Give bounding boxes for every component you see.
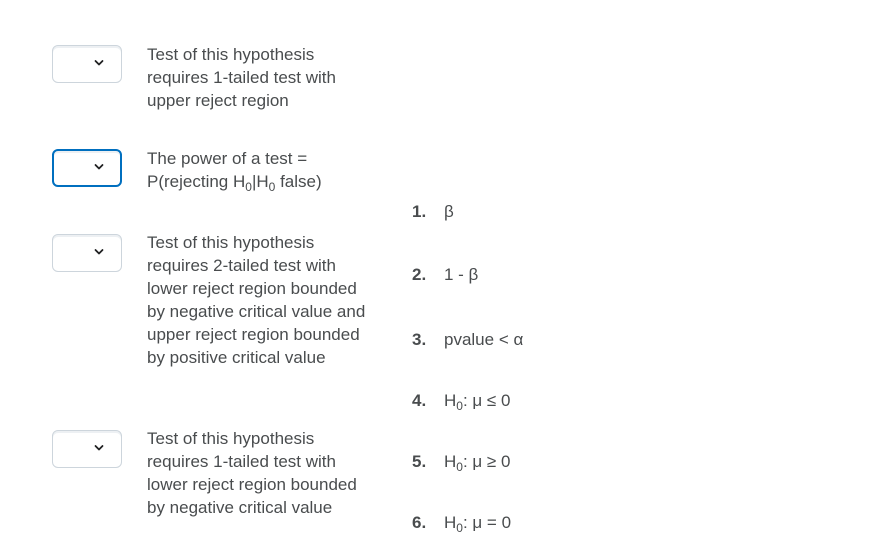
question-text-3: Test of this hypothesis requires 2-tailed test with lower reject region bounded by negative critical value and upper reject region bounded by positive critical value — [147, 233, 366, 367]
answer-text: β — [444, 202, 454, 221]
answer-text-pre: H — [444, 452, 457, 471]
answer-item-1 — [412, 201, 454, 223]
match-select-1[interactable] — [52, 45, 122, 83]
answer-text-pre: H — [444, 513, 457, 532]
chevron-down-icon — [94, 248, 104, 256]
question-text-2-mid: |H — [251, 172, 269, 191]
question-text-1: Test of this hypothesis requires 1-tailed test with upper reject region — [147, 45, 336, 110]
answer-text: pvalue < α — [444, 330, 524, 349]
answer-number: 2. — [412, 265, 427, 284]
subscript: 0 — [456, 521, 463, 535]
match-select-2[interactable] — [52, 149, 122, 187]
answer-number: 3. — [412, 330, 427, 349]
question-text-2-suffix: false) — [275, 172, 322, 191]
answer-item-2 — [412, 264, 478, 286]
answer-text-post: : μ ≥ 0 — [462, 452, 511, 471]
question-text-2-prefix: The power of a test = P(rejecting H — [147, 149, 308, 191]
answer-text-post: : μ ≤ 0 — [462, 391, 511, 410]
answer-number: 5. — [412, 452, 427, 471]
match-select-3[interactable] — [52, 234, 122, 272]
answer-number: 6. — [412, 513, 427, 532]
subscript: 0 — [456, 399, 463, 413]
chevron-down-icon — [94, 163, 104, 171]
subscript: 0 — [456, 460, 463, 474]
answer-number: 4. — [412, 391, 427, 410]
answer-number: 1. — [412, 202, 427, 221]
answer-item-6 — [412, 512, 511, 534]
question-text-4: Test of this hypothesis requires 1-tailed test with lower reject region bounded by negative critical value — [147, 429, 357, 517]
question-text-2 — [147, 147, 377, 193]
chevron-down-icon — [94, 59, 104, 67]
answer-item-5 — [412, 451, 510, 473]
answer-item-4 — [412, 390, 510, 412]
subscript: 0 — [268, 180, 276, 194]
match-select-4[interactable] — [52, 430, 122, 468]
subscript: 0 — [245, 180, 252, 194]
answer-text: 1 - β — [444, 265, 479, 284]
answer-item-3 — [412, 329, 523, 351]
answer-text-pre: H — [444, 391, 457, 410]
chevron-down-icon — [94, 444, 104, 452]
answer-text-post: : μ = 0 — [462, 513, 512, 532]
